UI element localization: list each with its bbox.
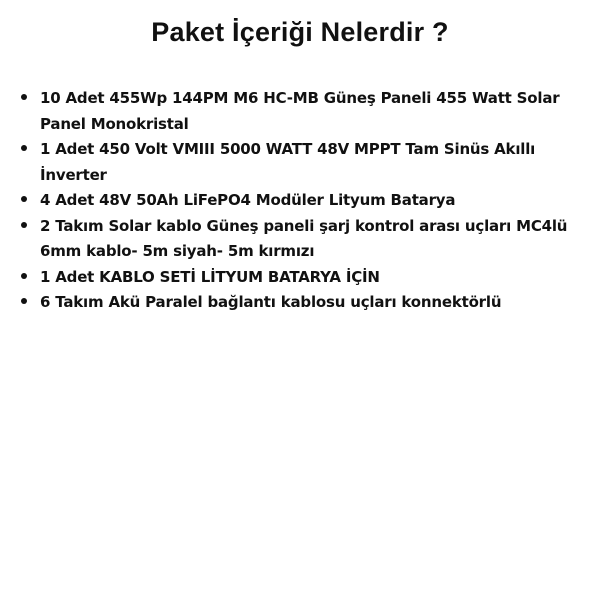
list-item-text: 1 Adet KABLO SETİ LİTYUM BATARYA İÇİN: [40, 267, 380, 286]
package-contents-list: [40, 86, 596, 316]
list-item: [40, 137, 596, 188]
bullet-icon: [21, 222, 27, 228]
list-item-text: 10 Adet 455Wp 144PM M6 HC-MB Güneş Paneli 455 Watt Solar Panel Monokristal: [40, 89, 560, 133]
list-item-text: 2 Takım Solar kablo Güneş paneli şarj kontrol arası uçları MC4lü 6mm kablo- 5m siyah- 5m kırmızı: [40, 216, 568, 260]
bullet-icon: [21, 298, 27, 304]
bullet-icon: [21, 145, 27, 151]
list-item: [40, 214, 596, 265]
list-item: [40, 188, 596, 214]
list-item-text: 6 Takım Akü Paralel bağlantı kablosu uçları konnektörlü: [40, 293, 502, 311]
list-item-text: 1 Adet 450 Volt VMIII 5000 WATT 48V MPPT Tam Sinüs Akıllı İnverter: [40, 140, 536, 184]
page-title: Paket İçeriği Nelerdir ?: [151, 17, 449, 47]
list-item: [40, 290, 596, 316]
list-item-text: 4 Adet 48V 50Ah LiFePO4 Modüler Lityum Batarya: [40, 191, 456, 209]
bullet-icon: [21, 273, 27, 279]
list-item: [40, 86, 596, 137]
bullet-icon: [21, 94, 27, 100]
list-item: [40, 265, 596, 291]
bullet-icon: [21, 196, 27, 202]
